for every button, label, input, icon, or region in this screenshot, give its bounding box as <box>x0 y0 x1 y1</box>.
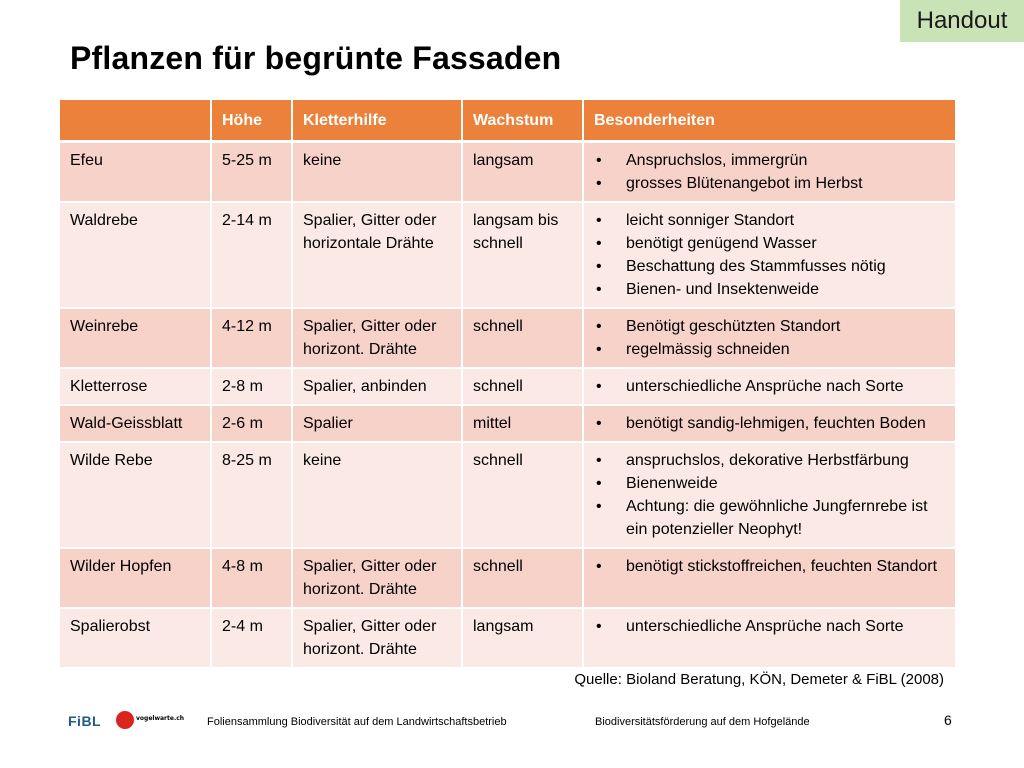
features-cell <box>583 442 956 548</box>
support-cell: Spalier, Gitter oder horizont. Drähte <box>292 548 462 608</box>
feature-item: • Achtung: die gewöhnliche Jungfernrebe ist ein potenzieller Neophyt! <box>594 495 945 541</box>
growth-cell: schnell <box>462 442 583 548</box>
support-cell: Spalier, Gitter oder horizont. Drähte <box>292 308 462 368</box>
features-list <box>594 412 945 435</box>
support-cell: Spalier, anbinden <box>292 368 462 405</box>
growth-cell: mittel <box>462 405 583 442</box>
height-cell: 2-8 m <box>211 368 292 405</box>
table-header-row <box>60 100 956 142</box>
source-note: Quelle: Bioland Beratung, KÖN, Demeter & FiBL (2008) <box>574 671 944 688</box>
page-number: 6 <box>944 712 952 728</box>
feature-item: • leicht sonniger Standort <box>594 209 945 232</box>
growth-cell: schnell <box>462 548 583 608</box>
feature-item: • unterschiedliche Ansprüche nach Sorte <box>594 375 945 398</box>
features-list <box>594 555 945 578</box>
page-title: Pflanzen für begrünte Fassaden <box>70 40 562 76</box>
plant-name-cell: Spalierobst <box>60 608 211 668</box>
features-list <box>594 315 945 361</box>
features-cell <box>583 368 956 405</box>
features-cell <box>583 405 956 442</box>
features-list <box>594 449 945 541</box>
plant-name-cell: Wilder Hopfen <box>60 548 211 608</box>
table-row <box>60 608 956 668</box>
plant-name-cell: Kletterrose <box>60 368 211 405</box>
growth-cell: schnell <box>462 308 583 368</box>
plant-name-cell: Wilde Rebe <box>60 442 211 548</box>
features-list <box>594 375 945 398</box>
features-cell <box>583 142 956 203</box>
support-cell: Spalier, Gitter oder horizont. Drähte <box>292 608 462 668</box>
feature-item: • Beschattung des Stammfusses nötig <box>594 255 945 278</box>
growth-cell: langsam bis schnell <box>462 202 583 308</box>
height-cell: 8-25 m <box>211 442 292 548</box>
support-cell: Spalier, Gitter oder horizontale Drähte <box>292 202 462 308</box>
footer <box>0 700 1024 740</box>
handout-badge: Handout <box>900 0 1024 42</box>
height-cell: 2-14 m <box>211 202 292 308</box>
table-row <box>60 548 956 608</box>
header-features: Besonderheiten <box>583 100 956 142</box>
support-cell: keine <box>292 442 462 548</box>
bird-icon <box>116 711 134 729</box>
features-cell <box>583 608 956 668</box>
table-row <box>60 442 956 548</box>
header-name <box>60 100 211 142</box>
feature-item: • unterschiedliche Ansprüche nach Sorte <box>594 615 945 638</box>
plant-name-cell: Weinrebe <box>60 308 211 368</box>
support-cell: keine <box>292 142 462 203</box>
feature-item: • Bienen- und Insektenweide <box>594 278 945 301</box>
features-cell <box>583 308 956 368</box>
vogelwarte-logo-text: vogelwarte.ch <box>136 715 185 722</box>
support-cell: Spalier <box>292 405 462 442</box>
height-cell: 4-8 m <box>211 548 292 608</box>
feature-item: • Bienenweide <box>594 472 945 495</box>
features-list <box>594 149 945 195</box>
table-row <box>60 308 956 368</box>
vogelwarte-logo <box>116 710 185 732</box>
features-cell <box>583 548 956 608</box>
table-row <box>60 202 956 308</box>
height-cell: 2-4 m <box>211 608 292 668</box>
footer-right-text: Biodiversitätsförderung auf dem Hofgelände <box>595 716 810 728</box>
plant-name-cell: Waldrebe <box>60 202 211 308</box>
growth-cell: langsam <box>462 608 583 668</box>
feature-item: • benötigt genügend Wasser <box>594 232 945 255</box>
features-list <box>594 209 945 301</box>
feature-item: • regelmässig schneiden <box>594 338 945 361</box>
feature-item: • grosses Blütenangebot im Herbst <box>594 172 945 195</box>
growth-cell: langsam <box>462 142 583 203</box>
feature-item: • Benötigt geschützten Standort <box>594 315 945 338</box>
footer-left-text: Foliensammlung Biodiversität auf dem Landwirtschaftsbetrieb <box>207 716 507 728</box>
header-support: Kletterhilfe <box>292 100 462 142</box>
fibl-logo: FiBL <box>68 713 102 729</box>
height-cell: 2-6 m <box>211 405 292 442</box>
height-cell: 5-25 m <box>211 142 292 203</box>
plant-name-cell: Efeu <box>60 142 211 203</box>
table-row <box>60 142 956 203</box>
plants-table <box>60 100 957 669</box>
table-body <box>60 142 956 669</box>
plant-name-cell: Wald-Geissblatt <box>60 405 211 442</box>
header-growth: Wachstum <box>462 100 583 142</box>
growth-cell: schnell <box>462 368 583 405</box>
feature-item: • anspruchslos, dekorative Herbstfärbung <box>594 449 945 472</box>
height-cell: 4-12 m <box>211 308 292 368</box>
feature-item: • Anspruchslos, immergrün <box>594 149 945 172</box>
feature-item: • benötigt sandig-lehmigen, feuchten Boden <box>594 412 945 435</box>
feature-item: • benötigt stickstoffreichen, feuchten Standort <box>594 555 945 578</box>
header-height: Höhe <box>211 100 292 142</box>
features-list <box>594 615 945 638</box>
table-row <box>60 405 956 442</box>
table-row <box>60 368 956 405</box>
features-cell <box>583 202 956 308</box>
